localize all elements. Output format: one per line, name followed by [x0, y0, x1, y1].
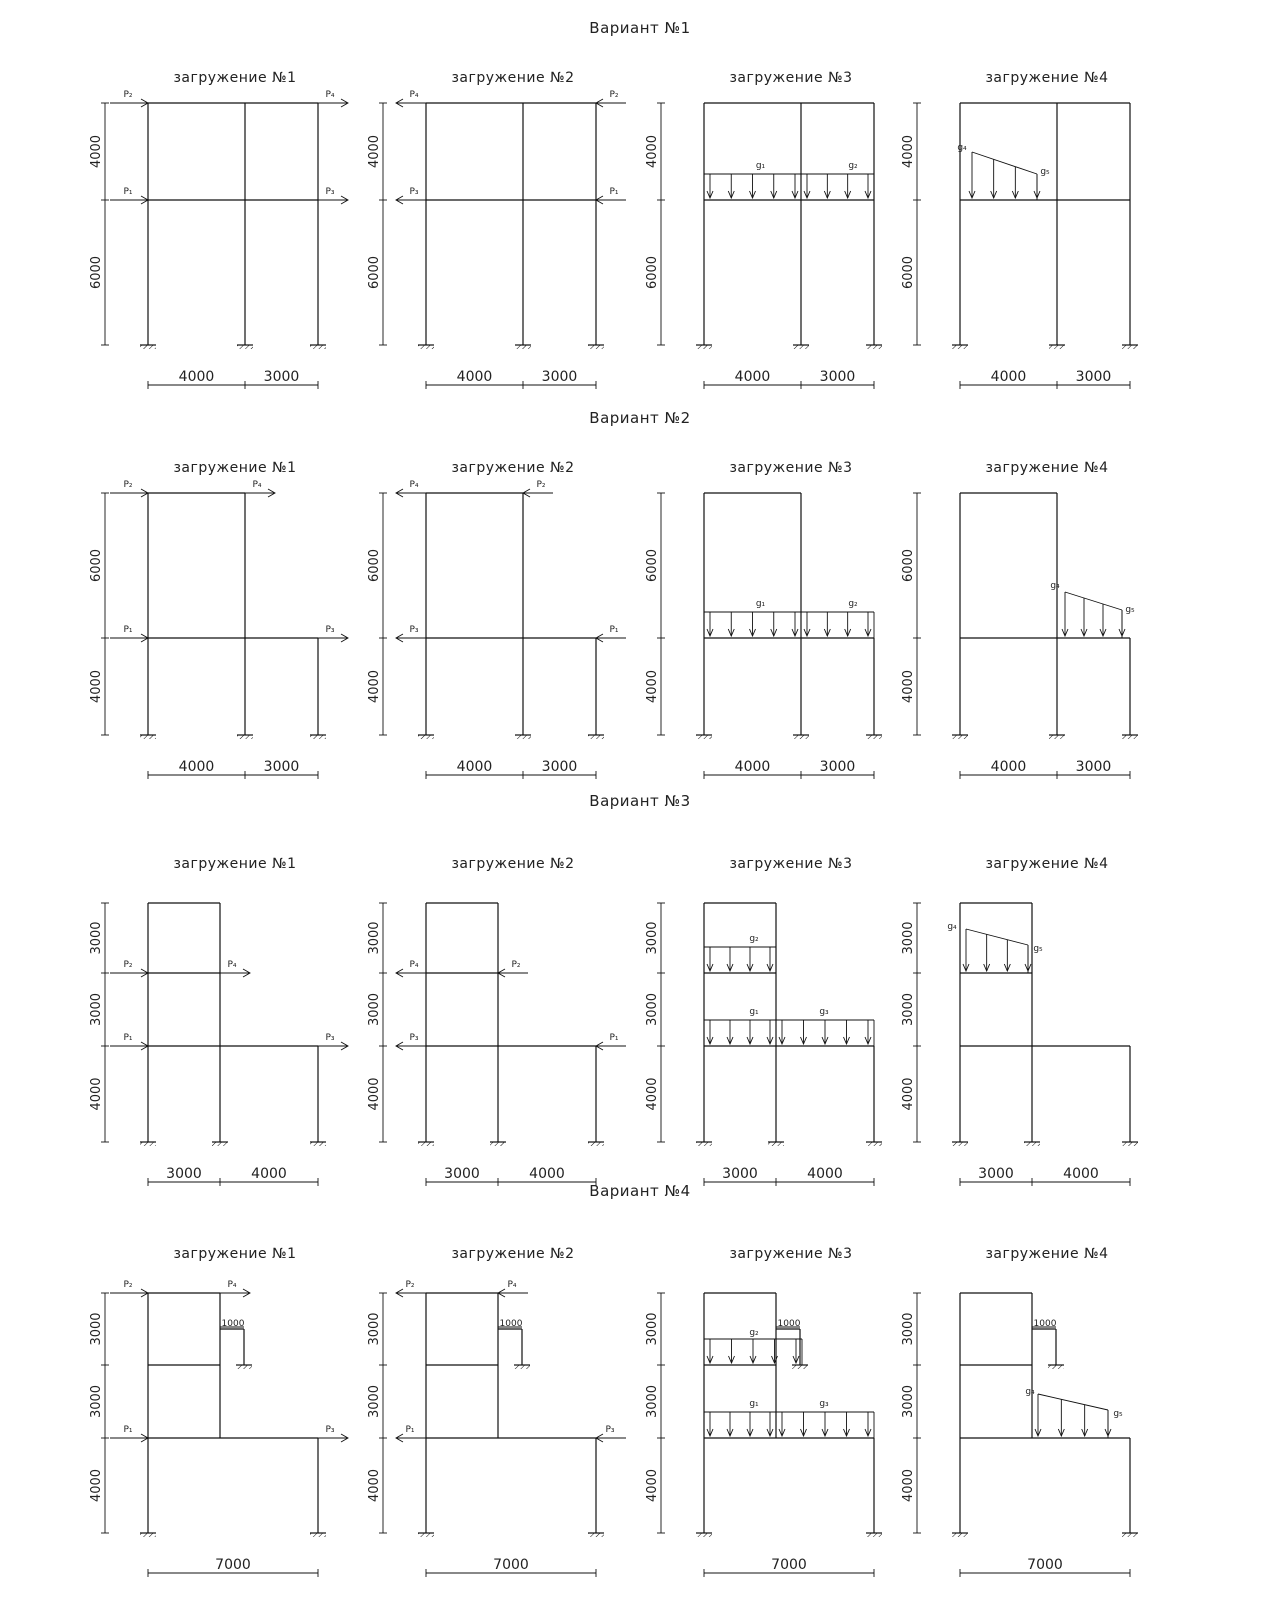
load-label: P₁	[609, 625, 619, 635]
height-dimension-label: 4000	[89, 1077, 104, 1111]
load-case-2	[367, 70, 626, 389]
load-case-4	[901, 1246, 1138, 1577]
load-case-1	[89, 70, 348, 389]
load-p4-arrow	[220, 969, 250, 977]
load-case-title: загружение №1	[173, 70, 297, 86]
distributed-load-g1	[704, 174, 801, 200]
fixed-support-icon	[140, 1533, 156, 1537]
height-dimension	[645, 493, 665, 735]
load-case-title: загружение №3	[729, 460, 853, 476]
load-p4-arrow	[498, 1289, 528, 1297]
fixed-support-icon	[418, 1142, 434, 1146]
load-case-2	[367, 856, 626, 1186]
fixed-support-icon	[237, 345, 253, 349]
height-dimension-label: 3000	[89, 1384, 104, 1419]
height-dimension	[89, 103, 109, 345]
trapezoidal-load	[963, 929, 1031, 973]
fixed-support-icon	[310, 1142, 326, 1146]
span-dimension-label: 4000	[529, 1166, 565, 1182]
load-p1-arrow	[110, 1042, 148, 1050]
fixed-support-icon	[952, 735, 968, 739]
height-dimension	[645, 103, 665, 345]
span-dimension	[704, 1166, 874, 1186]
height-dimension	[89, 903, 109, 1142]
load-p1-arrow	[596, 1042, 626, 1050]
height-dimension	[901, 103, 921, 345]
load-case-4	[901, 460, 1138, 779]
span-dimension-label: 7000	[771, 1557, 807, 1573]
offset-dimension-label: 1000	[221, 1319, 245, 1329]
load-p3-arrow	[318, 634, 348, 642]
load-case-3	[645, 460, 882, 779]
distributed-load-g1	[704, 1412, 776, 1438]
load-p1-arrow	[110, 1434, 148, 1442]
span-dimension	[148, 369, 318, 389]
height-dimension-label: 3000	[367, 992, 382, 1027]
load-label: g₄	[957, 143, 967, 153]
height-dimension	[89, 493, 109, 735]
fixed-support-icon	[212, 1142, 228, 1146]
fixed-support-icon	[768, 1142, 784, 1146]
load-case-title: загружение №4	[985, 70, 1109, 86]
load-label: P₄	[409, 90, 419, 100]
fixed-support-icon	[1024, 1142, 1040, 1146]
span-dimension-label: 7000	[1027, 1557, 1063, 1573]
load-label: g₄	[1050, 581, 1060, 591]
load-p2-arrow	[110, 969, 148, 977]
fixed-support-icon	[515, 345, 531, 349]
load-label: P₄	[227, 1280, 237, 1290]
span-dimension-label: 4000	[990, 369, 1027, 385]
height-dimension-label: 3000	[901, 921, 916, 955]
load-case-title: загружение №2	[451, 460, 575, 476]
load-p1-arrow	[110, 634, 148, 642]
fixed-support-icon	[866, 735, 882, 739]
load-label: P₁	[405, 1425, 415, 1435]
span-dimension-label: 4000	[1063, 1166, 1099, 1182]
span-dimension-label: 4000	[251, 1166, 287, 1182]
height-dimension	[367, 1293, 387, 1533]
fixed-support-icon	[792, 1365, 808, 1369]
height-dimension-label: 6000	[367, 548, 382, 583]
variant-title: Вариант №1	[589, 19, 691, 37]
fixed-support-icon	[588, 735, 604, 739]
load-label: g₁	[749, 1007, 759, 1017]
variant-4	[89, 1182, 1138, 1577]
height-dimension-label: 4000	[645, 1077, 660, 1111]
load-p4-arrow	[396, 969, 426, 977]
variant-2	[89, 409, 1138, 779]
span-dimension	[960, 369, 1130, 389]
fixed-support-icon	[1122, 735, 1138, 739]
span-dimension-label: 4000	[456, 369, 493, 385]
fixed-support-icon	[140, 735, 156, 739]
load-label: g₄	[947, 922, 957, 932]
load-p1-arrow	[596, 634, 626, 642]
height-dimension	[901, 1293, 921, 1533]
load-label: P₂	[123, 480, 133, 490]
distributed-load-g3	[776, 1020, 874, 1046]
load-label: P₁	[123, 625, 133, 635]
load-label: g₅	[1113, 1409, 1123, 1419]
height-dimension	[901, 493, 921, 735]
load-case-title: загружение №2	[451, 1246, 575, 1262]
height-dimension-label: 3000	[645, 921, 660, 955]
fixed-support-icon	[140, 1142, 156, 1146]
load-label: P₂	[511, 960, 521, 970]
fixed-support-icon	[866, 345, 882, 349]
fixed-support-icon	[310, 1533, 326, 1537]
load-case-title: загружение №1	[173, 460, 297, 476]
span-dimension	[148, 1557, 318, 1577]
span-dimension	[704, 759, 874, 779]
load-label: P₄	[325, 90, 335, 100]
load-label: g₂	[848, 161, 858, 171]
height-dimension-label: 3000	[367, 1384, 382, 1419]
load-label: g₁	[749, 1399, 759, 1409]
fixed-support-icon	[588, 1533, 604, 1537]
load-case-3	[645, 1246, 882, 1577]
load-p4-arrow	[220, 1289, 250, 1297]
load-case-title: загружение №2	[451, 70, 575, 86]
load-label: P₁	[609, 1033, 619, 1043]
span-dimension	[704, 369, 874, 389]
load-label: P₂	[405, 1280, 415, 1290]
fixed-support-icon	[793, 735, 809, 739]
load-label: P₄	[507, 1280, 517, 1290]
offset-dimension-label: 1000	[777, 1319, 801, 1329]
distributed-load-g3	[776, 1412, 874, 1438]
span-dimension-label: 3000	[263, 759, 300, 775]
height-dimension-label: 4000	[901, 134, 916, 169]
height-dimension-label: 4000	[901, 1468, 916, 1503]
load-label: P₃	[325, 625, 335, 635]
span-dimension-label: 3000	[1075, 369, 1112, 385]
load-case-4	[901, 856, 1138, 1186]
span-dimension-label: 3000	[263, 369, 300, 385]
span-dimension	[426, 1166, 596, 1186]
fixed-support-icon	[1048, 1365, 1064, 1369]
fixed-support-icon	[952, 345, 968, 349]
variant-title: Вариант №4	[589, 1182, 691, 1200]
height-dimension-label: 4000	[367, 669, 382, 704]
load-label: P₄	[409, 960, 419, 970]
load-label: g₅	[1033, 944, 1043, 954]
load-label: P₂	[123, 960, 133, 970]
height-dimension-label: 3000	[901, 992, 916, 1027]
load-label: P₃	[605, 1425, 615, 1435]
load-label: g₄	[1025, 1387, 1035, 1397]
variant-title: Вариант №2	[589, 409, 691, 427]
distributed-load-g2	[801, 174, 874, 200]
load-label: P₁	[609, 187, 619, 197]
height-dimension	[367, 903, 387, 1142]
load-label: g₅	[1125, 605, 1135, 615]
load-case-title: загружение №3	[729, 856, 853, 872]
load-p3-arrow	[318, 1042, 348, 1050]
load-case-title: загружение №3	[729, 1246, 853, 1262]
load-label: g₁	[755, 599, 766, 609]
fixed-support-icon	[952, 1533, 968, 1537]
load-p1-arrow	[110, 196, 148, 204]
height-dimension-label: 6000	[901, 548, 916, 583]
load-p3-arrow	[396, 196, 426, 204]
load-case-1	[89, 1246, 348, 1577]
variant-3	[89, 792, 1138, 1186]
load-p2-arrow	[523, 489, 553, 497]
span-dimension	[960, 1557, 1130, 1577]
height-dimension-label: 3000	[89, 921, 104, 955]
load-p1-arrow	[396, 1434, 426, 1442]
load-p3-arrow	[318, 1434, 348, 1442]
load-p2-arrow	[110, 489, 148, 497]
fixed-support-icon	[1049, 345, 1065, 349]
fixed-support-icon	[1122, 1533, 1138, 1537]
load-label: g₂	[749, 1328, 759, 1338]
load-p1-arrow	[596, 196, 626, 204]
load-label: P₂	[609, 90, 619, 100]
load-p3-arrow	[396, 634, 426, 642]
height-dimension-label: 3000	[367, 921, 382, 955]
load-label: P₄	[252, 480, 262, 490]
height-dimension-label: 4000	[901, 1077, 916, 1111]
span-dimension-label: 4000	[990, 759, 1027, 775]
load-label: P₂	[123, 1280, 133, 1290]
height-dimension-label: 4000	[367, 134, 382, 169]
span-dimension-label: 3000	[541, 369, 578, 385]
load-label: P₄	[409, 480, 419, 490]
offset-dimension-label: 1000	[1033, 1319, 1057, 1329]
load-p4-arrow	[245, 489, 275, 497]
height-dimension	[89, 1293, 109, 1533]
height-dimension-label: 6000	[89, 548, 104, 583]
span-dimension-label: 4000	[456, 759, 493, 775]
offset-dimension-label: 1000	[499, 1319, 523, 1329]
load-label: P₃	[325, 1033, 335, 1043]
span-dimension-label: 3000	[1075, 759, 1112, 775]
span-dimension-label: 4000	[178, 759, 215, 775]
fixed-support-icon	[696, 1142, 712, 1146]
height-dimension-label: 4000	[645, 669, 660, 704]
fixed-support-icon	[696, 735, 712, 739]
load-case-title: загружение №4	[985, 460, 1109, 476]
height-dimension-label: 4000	[901, 669, 916, 704]
height-dimension-label: 3000	[645, 1312, 660, 1346]
trapezoidal-load	[1062, 592, 1125, 638]
load-case-title: загружение №3	[729, 70, 853, 86]
fixed-support-icon	[418, 1533, 434, 1537]
span-dimension	[960, 1166, 1130, 1186]
fixed-support-icon	[237, 735, 253, 739]
height-dimension-label: 4000	[367, 1468, 382, 1503]
load-p4-arrow	[396, 99, 426, 107]
span-dimension-label: 3000	[819, 369, 856, 385]
height-dimension	[645, 1293, 665, 1533]
height-dimension-label: 3000	[645, 1384, 660, 1419]
load-label: P₃	[409, 625, 419, 635]
fixed-support-icon	[236, 1365, 252, 1369]
load-label: P₃	[409, 1033, 419, 1043]
fixed-support-icon	[696, 345, 712, 349]
fixed-support-icon	[490, 1142, 506, 1146]
load-label: P₂	[536, 480, 546, 490]
load-case-title: загружение №1	[173, 1246, 297, 1262]
fixed-support-icon	[310, 345, 326, 349]
distributed-load-g2	[801, 612, 874, 638]
span-dimension-label: 3000	[819, 759, 856, 775]
height-dimension-label: 4000	[89, 134, 104, 169]
load-case-3	[645, 856, 882, 1186]
trapezoidal-load	[969, 152, 1040, 200]
load-case-title: загружение №4	[985, 1246, 1109, 1262]
load-p2-arrow	[498, 969, 528, 977]
load-label: g₅	[1040, 167, 1050, 177]
load-case-1	[89, 460, 348, 779]
span-dimension	[960, 759, 1130, 779]
distributed-load-g1	[704, 612, 801, 638]
load-p3-arrow	[318, 196, 348, 204]
load-p2-arrow	[110, 1289, 148, 1297]
load-p4-arrow	[318, 99, 348, 107]
height-dimension-label: 3000	[901, 1312, 916, 1346]
fixed-support-icon	[515, 735, 531, 739]
height-dimension	[645, 903, 665, 1142]
load-p2-arrow	[596, 99, 626, 107]
height-dimension-label: 4000	[89, 669, 104, 704]
span-dimension-label: 3000	[444, 1166, 480, 1182]
fixed-support-icon	[140, 345, 156, 349]
load-case-title: загружение №4	[985, 856, 1109, 872]
height-dimension-label: 3000	[901, 1384, 916, 1419]
fixed-support-icon	[418, 735, 434, 739]
trapezoidal-load	[1035, 1394, 1111, 1438]
variant-title: Вариант №3	[589, 792, 691, 810]
load-case-title: загружение №2	[451, 856, 575, 872]
height-dimension-label: 6000	[645, 548, 660, 583]
load-label: P₁	[123, 187, 133, 197]
span-dimension-label: 4000	[178, 369, 215, 385]
span-dimension-label: 4000	[807, 1166, 843, 1182]
fixed-support-icon	[952, 1142, 968, 1146]
load-case-title: загружение №1	[173, 856, 297, 872]
load-label: P₃	[325, 187, 335, 197]
span-dimension	[426, 369, 596, 389]
height-dimension	[367, 493, 387, 735]
distributed-load-g1	[704, 1020, 776, 1046]
load-label: g₂	[749, 934, 759, 944]
height-dimension-label: 3000	[89, 992, 104, 1027]
height-dimension-label: 4000	[367, 1077, 382, 1111]
span-dimension	[426, 1557, 596, 1577]
span-dimension-label: 4000	[734, 369, 771, 385]
load-label: g₂	[848, 599, 858, 609]
height-dimension-label: 3000	[645, 992, 660, 1027]
load-label: P₃	[409, 187, 419, 197]
span-dimension-label: 3000	[978, 1166, 1014, 1182]
fixed-support-icon	[1049, 735, 1065, 739]
fixed-support-icon	[418, 345, 434, 349]
load-label: g₁	[755, 161, 766, 171]
span-dimension	[704, 1557, 874, 1577]
height-dimension-label: 6000	[645, 255, 660, 290]
span-dimension	[426, 759, 596, 779]
height-dimension-label: 3000	[89, 1312, 104, 1346]
fixed-support-icon	[588, 345, 604, 349]
load-p3-arrow	[596, 1434, 626, 1442]
load-label: P₃	[325, 1425, 335, 1435]
fixed-support-icon	[793, 345, 809, 349]
load-label: P₂	[123, 90, 133, 100]
load-case-3	[645, 70, 882, 389]
load-p4-arrow	[396, 489, 426, 497]
load-p2-arrow	[110, 99, 148, 107]
fixed-support-icon	[514, 1365, 530, 1369]
fixed-support-icon	[866, 1142, 882, 1146]
fixed-support-icon	[310, 735, 326, 739]
height-dimension	[367, 103, 387, 345]
load-label: g₃	[819, 1399, 829, 1409]
distributed-load-g2	[704, 947, 776, 973]
load-case-1	[89, 856, 348, 1186]
span-dimension-label: 7000	[215, 1557, 251, 1573]
span-dimension-label: 3000	[166, 1166, 202, 1182]
distributed-load-g2	[704, 1339, 802, 1365]
fixed-support-icon	[1122, 345, 1138, 349]
height-dimension-label: 4000	[89, 1468, 104, 1503]
load-case-4	[901, 70, 1138, 389]
load-p3-arrow	[396, 1042, 426, 1050]
span-dimension-label: 7000	[493, 1557, 529, 1573]
load-label: P₁	[123, 1033, 133, 1043]
load-p2-arrow	[396, 1289, 426, 1297]
fixed-support-icon	[588, 1142, 604, 1146]
height-dimension-label: 3000	[367, 1312, 382, 1346]
height-dimension-label: 6000	[367, 255, 382, 290]
height-dimension-label: 6000	[89, 255, 104, 290]
load-label: g₃	[819, 1007, 829, 1017]
load-label: P₁	[123, 1425, 133, 1435]
height-dimension-label: 6000	[901, 255, 916, 290]
span-dimension	[148, 759, 318, 779]
load-case-2	[367, 1246, 626, 1577]
span-dimension-label: 3000	[541, 759, 578, 775]
fixed-support-icon	[1122, 1142, 1138, 1146]
load-case-2	[367, 460, 626, 779]
fixed-support-icon	[866, 1533, 882, 1537]
load-label: P₄	[227, 960, 237, 970]
fixed-support-icon	[696, 1533, 712, 1537]
height-dimension-label: 4000	[645, 134, 660, 169]
height-dimension-label: 4000	[645, 1468, 660, 1503]
height-dimension	[901, 903, 921, 1142]
span-dimension-label: 3000	[722, 1166, 758, 1182]
span-dimension	[148, 1166, 318, 1186]
span-dimension-label: 4000	[734, 759, 771, 775]
variant-1	[89, 19, 1138, 389]
